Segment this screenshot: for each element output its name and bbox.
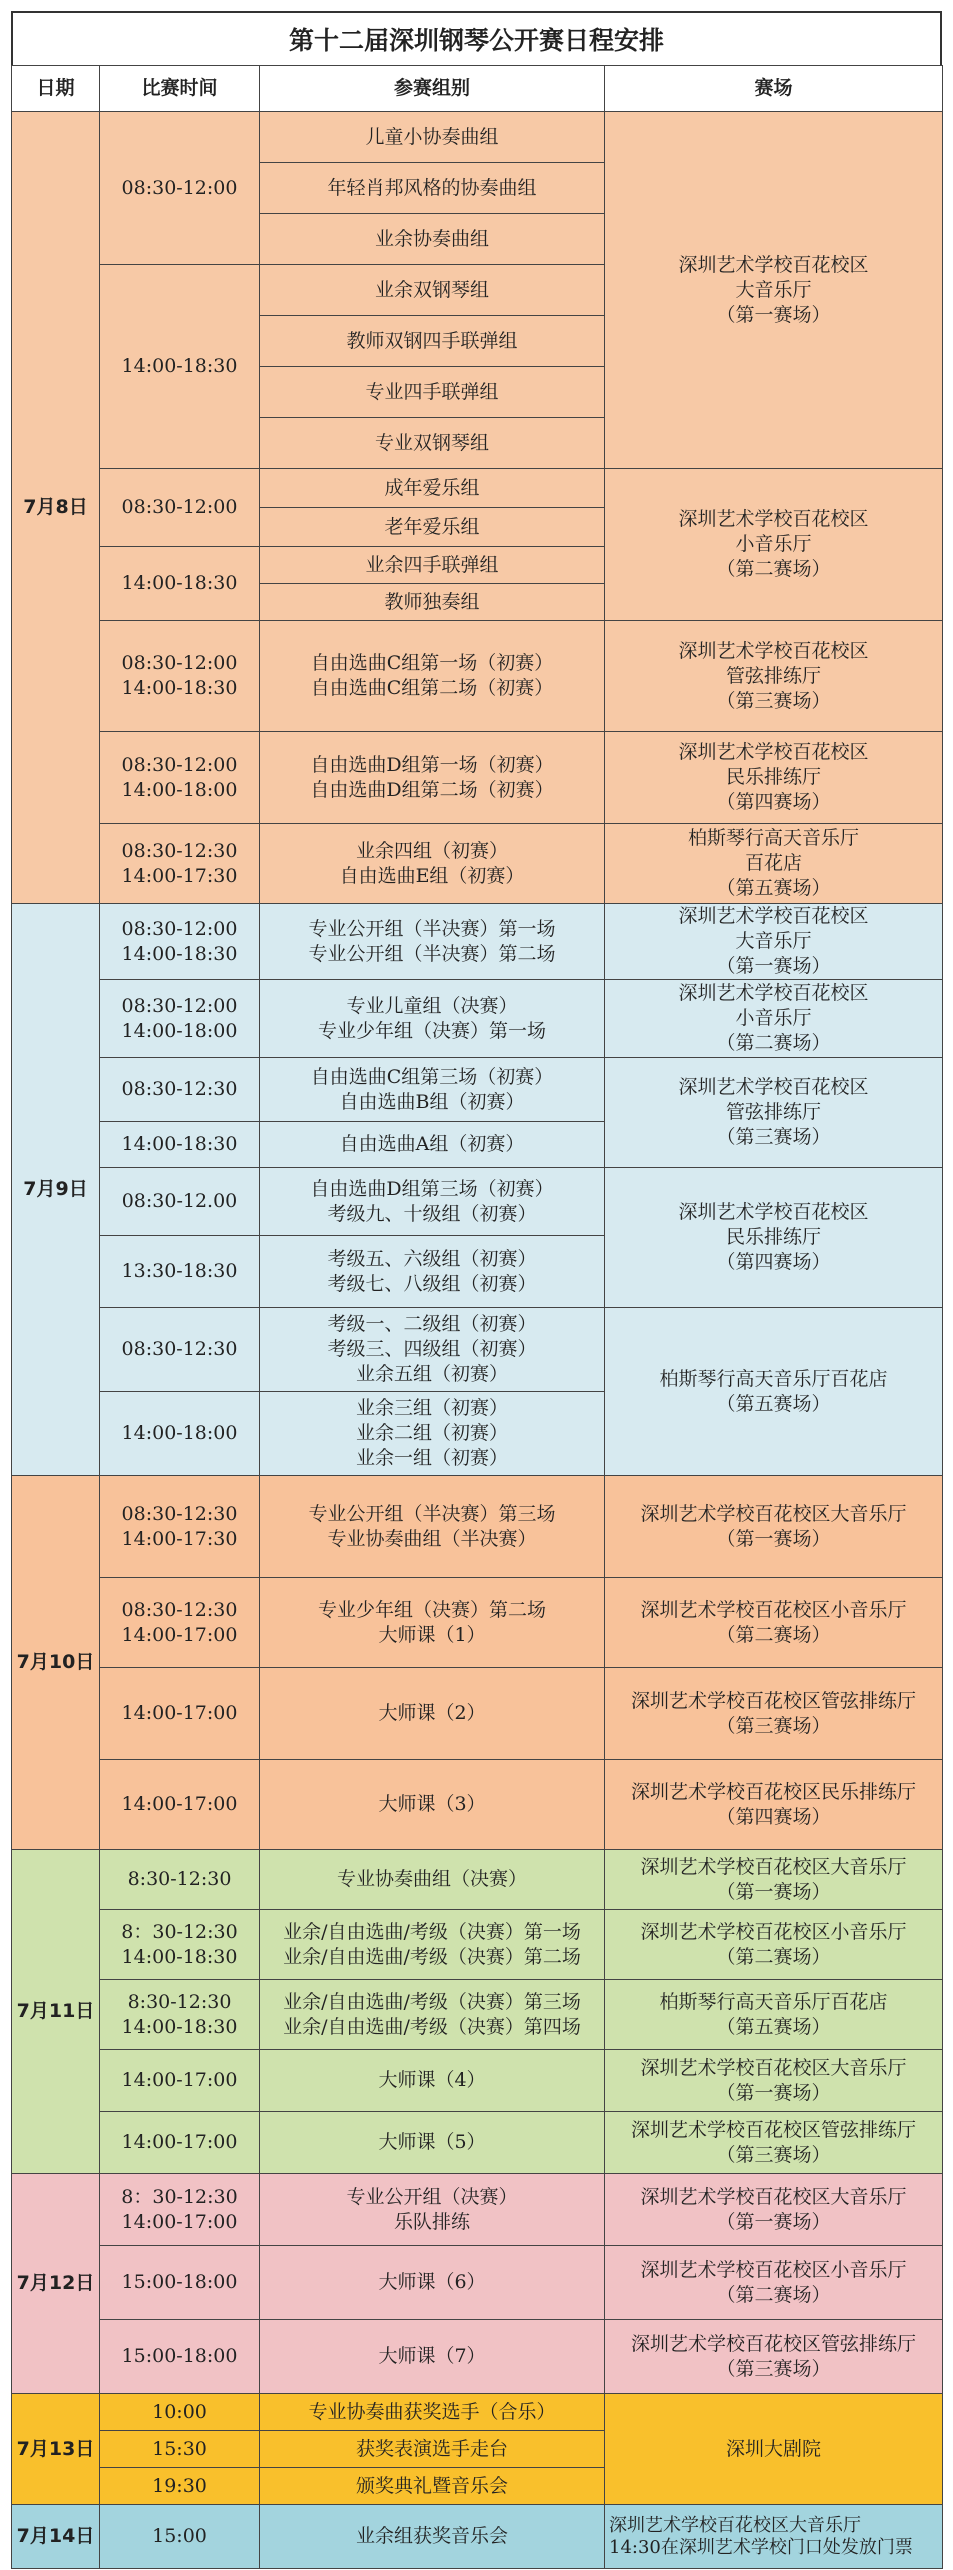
group-cell: 大师课（3） <box>260 1760 605 1850</box>
table-row <box>12 2050 943 2112</box>
table-row <box>12 1476 943 1578</box>
group-cell: 考级一、二级组（初赛） 考级三、四级组（初赛） 业余五组（初赛） <box>260 1308 605 1392</box>
group-cell: 业余/自由选曲/考级（决赛）第三场 业余/自由选曲/考级（决赛）第四场 <box>260 1980 605 2050</box>
time-cell: 14:00-18:30 <box>100 547 260 621</box>
table-row <box>12 732 943 824</box>
table-row <box>12 2174 943 2246</box>
table-row <box>12 2320 943 2394</box>
group-cell: 业余双钢琴组 <box>260 265 605 316</box>
table-row <box>12 904 943 980</box>
time-cell: 10:00 <box>100 2394 260 2431</box>
venue-cell: 深圳大剧院 <box>605 2394 943 2505</box>
table-row <box>12 2246 943 2320</box>
time-cell: 14:00-18:30 <box>100 265 260 469</box>
venue-cell: 柏斯琴行高天音乐厅百花店 （第五赛场） <box>605 1980 943 2050</box>
header-date: 日期 <box>12 66 100 112</box>
group-cell: 老年爱乐组 <box>260 508 605 547</box>
group-cell: 专业协奏曲获奖选手（合乐） <box>260 2394 605 2431</box>
date-cell: 7月10日 <box>12 1476 100 1850</box>
time-cell: 08:30-12:30 <box>100 1058 260 1122</box>
venue-cell: 深圳艺术学校百花校区大音乐厅 （第一赛场） <box>605 1850 943 1910</box>
group-cell: 颁奖典礼暨音乐会 <box>260 2468 605 2505</box>
table-row <box>12 1168 943 1236</box>
group-cell: 成年爱乐组 <box>260 469 605 508</box>
date-cell: 7月11日 <box>12 1850 100 2174</box>
table-row <box>12 1910 943 1980</box>
table-row <box>12 1308 943 1392</box>
time-cell: 14:00-17:00 <box>100 1668 260 1760</box>
date-cell: 7月12日 <box>12 2174 100 2394</box>
venue-cell: 深圳艺术学校百花校区小音乐厅 （第二赛场） <box>605 1910 943 1980</box>
group-cell: 业余组获奖音乐会 <box>260 2505 605 2569</box>
time-cell: 08:30-12:00 14:00-18:00 <box>100 980 260 1058</box>
group-cell: 年轻肖邦风格的协奏曲组 <box>260 163 605 214</box>
group-cell: 大师课（5） <box>260 2112 605 2174</box>
time-cell: 14:00-17:00 <box>100 1760 260 1850</box>
time-cell: 8:30-12:30 14:00-18:30 <box>100 1980 260 2050</box>
table-row <box>12 1668 943 1760</box>
time-cell: 08:30-12:00 14:00-18:30 <box>100 621 260 732</box>
venue-cell: 深圳艺术学校百花校区管弦排练厅 （第三赛场） <box>605 2112 943 2174</box>
table-row <box>12 1578 943 1668</box>
time-cell: 08:30-12:00 <box>100 112 260 265</box>
venue-cell: 深圳艺术学校百花校区大音乐厅 （第一赛场） <box>605 2174 943 2246</box>
table-row <box>12 112 943 163</box>
table-row <box>12 2505 943 2569</box>
schedule-table <box>11 65 943 2569</box>
time-cell: 08:30-12:00 14:00-18:30 <box>100 904 260 980</box>
table-row <box>12 2112 943 2174</box>
time-cell: 8：30-12:30 14:00-17:00 <box>100 2174 260 2246</box>
group-cell: 业余/自由选曲/考级（决赛）第一场 业余/自由选曲/考级（决赛）第二场 <box>260 1910 605 1980</box>
group-cell: 大师课（2） <box>260 1668 605 1760</box>
venue-cell: 深圳艺术学校百花校区 小音乐厅 （第二赛场） <box>605 980 943 1058</box>
group-cell: 专业少年组（决赛）第二场 大师课（1） <box>260 1578 605 1668</box>
time-cell: 15:00 <box>100 2505 260 2569</box>
date-cell: 7月13日 <box>12 2394 100 2505</box>
group-cell: 专业公开组（半决赛）第一场 专业公开组（半决赛）第二场 <box>260 904 605 980</box>
group-cell: 获奖表演选手走台 <box>260 2431 605 2468</box>
venue-cell: 深圳艺术学校百花校区 大音乐厅 （第一赛场） <box>605 112 943 469</box>
table-row <box>12 1850 943 1910</box>
table-row <box>12 621 943 732</box>
venue-cell: 深圳艺术学校百花校区 民乐排练厅 （第四赛场） <box>605 1168 943 1308</box>
group-cell: 自由选曲C组第一场（初赛） 自由选曲C组第二场（初赛） <box>260 621 605 732</box>
venue-cell: 深圳艺术学校百花校区管弦排练厅 （第三赛场） <box>605 2320 943 2394</box>
venue-cell: 深圳艺术学校百花校区大音乐厅 （第一赛场） <box>605 2050 943 2112</box>
group-cell: 业余四手联弹组 <box>260 547 605 584</box>
date-cell: 7月8日 <box>12 112 100 904</box>
venue-cell: 深圳艺术学校百花校区 大音乐厅 （第一赛场） <box>605 904 943 980</box>
venue-cell: 柏斯琴行高天音乐厅 百花店 （第五赛场） <box>605 824 943 904</box>
time-cell: 14:00-18:30 <box>100 1122 260 1168</box>
venue-cell: 深圳艺术学校百花校区 民乐排练厅 （第四赛场） <box>605 732 943 824</box>
group-cell: 专业协奏曲组（决赛） <box>260 1850 605 1910</box>
group-cell: 大师课（6） <box>260 2246 605 2320</box>
venue-cell: 深圳艺术学校百花校区 管弦排练厅 （第三赛场） <box>605 1058 943 1168</box>
group-cell: 自由选曲A组（初赛） <box>260 1122 605 1168</box>
time-cell: 8：30-12:30 14:00-18:30 <box>100 1910 260 1980</box>
venue-cell: 深圳艺术学校百花校区小音乐厅 （第二赛场） <box>605 2246 943 2320</box>
group-cell: 儿童小协奏曲组 <box>260 112 605 163</box>
group-cell: 业余协奏曲组 <box>260 214 605 265</box>
header-time: 比赛时间 <box>100 66 260 112</box>
group-cell: 大师课（4） <box>260 2050 605 2112</box>
time-cell: 15:00-18:00 <box>100 2320 260 2394</box>
time-cell: 08:30-12.00 <box>100 1168 260 1236</box>
schedule-document <box>11 11 942 2559</box>
time-cell: 08:30-12:30 14:00-17:00 <box>100 1578 260 1668</box>
venue-cell: 深圳艺术学校百花校区管弦排练厅 （第三赛场） <box>605 1668 943 1760</box>
header-row <box>12 66 943 112</box>
table-row <box>12 1980 943 2050</box>
venue-cell: 深圳艺术学校百花校区小音乐厅 （第二赛场） <box>605 1578 943 1668</box>
table-row <box>12 824 943 904</box>
table-row <box>12 1760 943 1850</box>
time-cell: 14:00-17:00 <box>100 2112 260 2174</box>
group-cell: 专业四手联弹组 <box>260 367 605 418</box>
date-cell: 7月9日 <box>12 904 100 1476</box>
time-cell: 13:30-18:30 <box>100 1236 260 1308</box>
venue-cell: 深圳艺术学校百花校区民乐排练厅 （第四赛场） <box>605 1760 943 1850</box>
time-cell: 14:00-18:00 <box>100 1392 260 1476</box>
venue-cell: 柏斯琴行高天音乐厅百花店 （第五赛场） <box>605 1308 943 1476</box>
group-cell: 自由选曲C组第三场（初赛） 自由选曲B组（初赛） <box>260 1058 605 1122</box>
group-cell: 自由选曲D组第一场（初赛） 自由选曲D组第二场（初赛） <box>260 732 605 824</box>
group-cell: 业余四组（初赛） 自由选曲E组（初赛） <box>260 824 605 904</box>
time-cell: 08:30-12:00 <box>100 469 260 547</box>
table-row <box>12 1058 943 1122</box>
group-cell: 教师独奏组 <box>260 584 605 621</box>
group-cell: 业余三组（初赛） 业余二组（初赛） 业余一组（初赛） <box>260 1392 605 1476</box>
time-cell: 14:00-17:00 <box>100 2050 260 2112</box>
time-cell: 15:00-18:00 <box>100 2246 260 2320</box>
venue-cell: 深圳艺术学校百花校区大音乐厅 （第一赛场） <box>605 1476 943 1578</box>
group-cell: 专业儿童组（决赛） 专业少年组（决赛）第一场 <box>260 980 605 1058</box>
time-cell: 15:30 <box>100 2431 260 2468</box>
time-cell: 08:30-12:30 <box>100 1308 260 1392</box>
header-venue: 赛场 <box>605 66 943 112</box>
venue-cell: 深圳艺术学校百花校区 小音乐厅 （第二赛场） <box>605 469 943 621</box>
group-cell: 教师双钢四手联弹组 <box>260 316 605 367</box>
time-cell: 19:30 <box>100 2468 260 2505</box>
time-cell: 08:30-12:30 14:00-17:30 <box>100 1476 260 1578</box>
date-cell: 7月14日 <box>12 2505 100 2569</box>
group-cell: 专业公开组（半决赛）第三场 专业协奏曲组（半决赛） <box>260 1476 605 1578</box>
time-cell: 08:30-12:30 14:00-17:30 <box>100 824 260 904</box>
time-cell: 08:30-12:00 14:00-18:00 <box>100 732 260 824</box>
time-cell: 8:30-12:30 <box>100 1850 260 1910</box>
group-cell: 专业双钢琴组 <box>260 418 605 469</box>
group-cell: 大师课（7） <box>260 2320 605 2394</box>
table-row <box>12 980 943 1058</box>
group-cell: 自由选曲D组第三场（初赛） 考级九、十级组（初赛） <box>260 1168 605 1236</box>
header-group: 参赛组别 <box>260 66 605 112</box>
table-row <box>12 469 943 508</box>
group-cell: 专业公开组（决赛） 乐队排练 <box>260 2174 605 2246</box>
table-row <box>12 2394 943 2431</box>
page-title: 第十二届深圳钢琴公开赛日程安排 <box>11 11 942 65</box>
venue-cell: 深圳艺术学校百花校区 管弦排练厅 （第三赛场） <box>605 621 943 732</box>
venue-cell: 深圳艺术学校百花校区大音乐厅 14:30在深圳艺术学校门口处发放门票 <box>605 2505 943 2569</box>
group-cell: 考级五、六级组（初赛） 考级七、八级组（初赛） <box>260 1236 605 1308</box>
